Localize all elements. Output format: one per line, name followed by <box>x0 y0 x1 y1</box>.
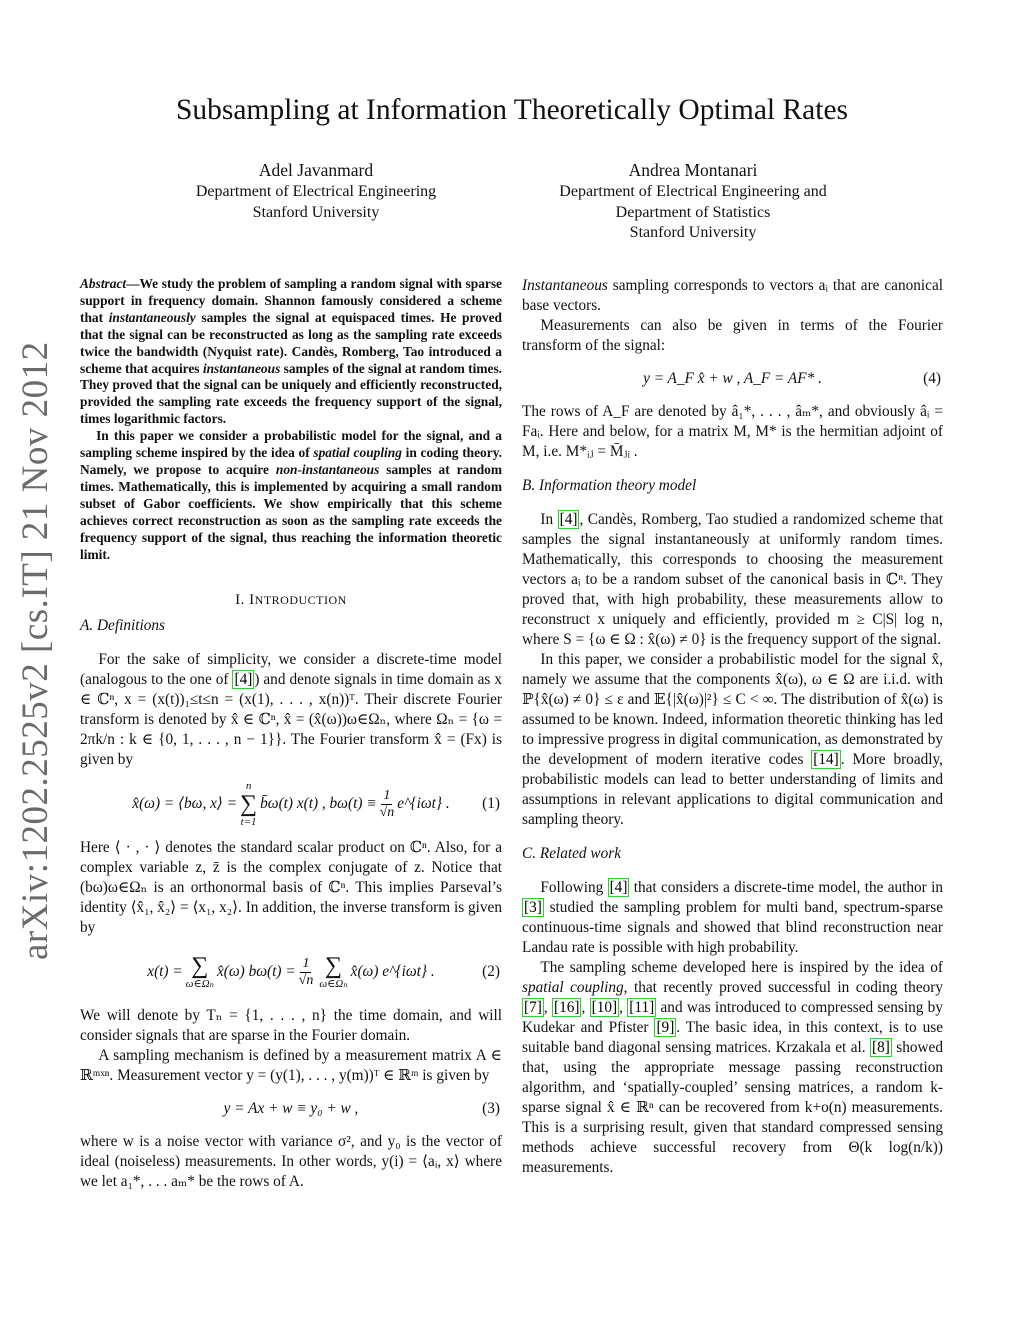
subsection-heading-information-theory: B. Information theory model <box>522 477 697 494</box>
paragraph: Instantaneous sampling corresponds to vectors aᵢ that are canonical base vectors. <box>522 277 943 314</box>
paragraph: The rows of A_F are denoted by â₁*, . . . , âₘ*, and obviously âᵢ = Faᵢ. Here and below, for a matrix M, M* is the hermitian adjoint of M, i.e. M*ᵢⱼ = M̄ⱼᵢ . <box>522 403 943 460</box>
paragraph: Following [4] that considers a discrete-time model, the author in [3] studied the sampling problem for multi band, spectrum-sparse continuous-time signals and showed that blind reconstruction near Landau rate is possible with high probability. <box>522 879 943 956</box>
abstract <box>80 276 502 563</box>
paragraph: In this paper, we consider a probabilistic model for the signal x̂, namely we assume that the components x̂(ω), ω ∈ Ω are i.i.d. with ℙ{x̂(ω) ≠ 0} ≤ ε and 𝔼{|x̂(ω)|²} ≤ C < ∞. The distribution of x̂(ω) is assumed to be known. Indeed, information theoretic thinking has led to impressive progress in digital communication, as demonstrated by the development of modern iterative codes [14] . More broadly, probabilistic models can lead to better understanding of limits and assumptions in relevant applications to digital communication and sampling theory. <box>522 651 944 828</box>
paragraph: In [4] , Candès, Romberg, Tao studied a randomized scheme that samples the signal instantaneously at uniformly random times. Mathematically, this corresponds to choosing the measurement vectors aᵢ to be a random subset of the canonical basis in ℂⁿ. They proved that, with high probability, these measurements allow to reconstruct x uniquely and efficiently, provided m ≥ C|S| log n, where S = {ω ∈ Ω : x̂(ω) ≠ 0} is the frequency support of the signal. <box>522 511 943 648</box>
equation-1: x̂(ω) = ⟨bω, x⟩ = n ∑ t=1 b̄ω(t) x(t) , bω(t) ≡ $\frac{1}{√n}$ e^{iωt} . (1) <box>132 780 500 829</box>
paper-title: Subsampling at Information Theoretically Optimal Rates <box>175 94 849 126</box>
subsection-heading-related-work: C. Related work <box>522 845 621 862</box>
citation-link[interactable]: [11] <box>629 999 655 1016</box>
author-affiliation: Department of Statistics <box>615 203 771 221</box>
paragraph: Measurements can also be given in terms of the Fourier transform of the signal: <box>522 317 943 354</box>
citation-link[interactable]: [7] <box>524 999 542 1016</box>
author-block-2 <box>533 158 853 244</box>
paragraph: For the sake of simplicity, we consider a discrete-time model (analogous to the one of [4] ) and denote signals in time domain as x ∈ ℂⁿ, x = (x(t))₁≤t≤n = (x(1), . . . , x(n))ᵀ. Their discrete Fourier transform is denoted by x̂ ∈ ℂⁿ, x̂ = (x̂(ω))ω∈Ωₙ, where Ωₙ = {ω = 2πk/n : k ∈ {0, 1, . . . , n − 1}}. The Fourier transform x̂ = (Fx) is given by <box>80 651 503 769</box>
citation-link[interactable]: [10] <box>591 999 618 1016</box>
author-name: Adel Javanmard <box>258 160 374 180</box>
author-block-1 <box>166 158 466 223</box>
section-heading-introduction: I. INTRODUCTION <box>235 592 347 609</box>
paragraph: A sampling mechanism is defined by a measurement matrix A ∈ ℝᵐˣⁿ. Measurement vector y = (y(1), . . . , y(m))ᵀ ∈ ℝᵐ is given by <box>80 1047 502 1085</box>
left-column <box>80 276 502 1192</box>
equation-2: x(t) = ∑ ω∈Ωₙ x̂(ω) bω(t) = $\frac{1}{√n}$ ∑ ω∈Ωₙ x̂(ω) e^{iωt} . (2) <box>147 953 500 991</box>
abstract-paragraph-1: Abstract—We study the problem of sampling a random signal with sparse support in frequency domain. Shannon famously considered a scheme that instantaneously samples the signal at equispaced times. He proved that the signal can be reconstructed as long as the sampling rate exceeds twice the bandwidth (Nyquist rate). Candès, Romberg, Tao introduced a scheme that acquires instantaneous samples of the signal at random times. They proved that the signal can be uniquely and efficiently reconstructed, provided the sampling rate exceeds the frequency support of the signal, times logarithmic factors. <box>80 276 502 427</box>
equation-3: y = Ax + w ≡ y₀ + w , (3) <box>223 1100 500 1118</box>
arxiv-id: arXiv:1202.2525v2 [cs.IT] 21 Nov 2012 <box>15 341 56 960</box>
abstract-label: Abstract <box>80 276 127 291</box>
paragraph: where w is a noise vector with variance σ², and y₀ is the vector of ideal (noiseless) measurements. In other words, y(i) = ⟨aᵢ, x⟩ where we let a₁*, . . . aₘ* be the rows of A. <box>80 1133 502 1191</box>
subsection-heading-definitions: A. Definitions <box>80 617 165 635</box>
author-name: Andrea Montanari <box>628 160 758 180</box>
citation-link[interactable]: [3] <box>524 899 542 916</box>
equation-number: (4) <box>923 370 941 387</box>
author-affiliation: Department of Electrical Engineering <box>195 183 437 200</box>
citation-link[interactable]: [8] <box>872 1039 890 1056</box>
equation-number: (3) <box>482 1100 500 1118</box>
citation-link[interactable]: [4] <box>234 671 253 689</box>
citation-link[interactable]: [4] <box>609 879 628 896</box>
paragraph: Here ⟨ · , · ⟩ denotes the standard scalar product on ℂⁿ. Also, for a complex variable z, z̄ is the complex conjugate of z. Notice that (bω)ω∈Ωₙ is an orthonormal basis of ℂⁿ. This implies Parseval’s identity ⟨x̂₁, x̂₂⟩ = ⟨x₁, x₂⟩. In addition, the inverse transform is given by <box>80 839 502 937</box>
right-column <box>522 276 943 1178</box>
citation-link[interactable]: [9] <box>656 1019 675 1036</box>
equation-number: (1) <box>482 795 500 813</box>
paragraph: We will denote by Tₙ = {1, . . . , n} the time domain, and will consider signals that are sparse in the Fourier domain. <box>80 1007 502 1045</box>
author-affiliation: Stanford University <box>252 203 380 221</box>
paragraph: The sampling scheme developed here is inspired by the idea of spatial coupling, that recently proved successful in coding theory [7] , [16] , [10] , [11] and was introduced to compressed sensing by Kudekar and Pfister [9] . The basic idea, in this context, is to use suitable band diagonal sensing matrices. Krzakala et al. [8] showed that, using the appropriate message passing reconstruction algorithm, and ‘spatially-coupled’ sensing matrices, a random k-sparse signal x̂ ∈ ℝⁿ can be recovered from k+o(n) measurements. This is a surprising result, given that standard compressed sensing methods achieve successful recovery from Θ(k log(n/k)) measurements. <box>522 959 943 1176</box>
citation-link[interactable]: [16] <box>553 999 580 1016</box>
equation-number: (2) <box>482 963 500 981</box>
citation-link[interactable]: [14] <box>813 751 839 768</box>
author-affiliation: Department of Electrical Engineering and <box>559 183 827 200</box>
abstract-paragraph-2: In this paper we consider a probabilistic model for the signal, and a sampling scheme inspired by the idea of spatial coupling in coding theory. Namely, we propose to acquire non-instantaneous samples at random times. Mathematically, this is implemented by acquiring a small random subset of Gabor coefficients. We show empirically that this scheme achieves correct reconstruction as soon as the sampling rate exceeds the frequency support of the signal, thus reaching the information theoretic limit. <box>80 428 502 562</box>
author-affiliation: Stanford University <box>629 224 757 241</box>
equation-4: y = A_F x̂ + w , A_F = AF* . (4) <box>643 370 941 387</box>
citation-link[interactable]: [4] <box>559 511 578 528</box>
